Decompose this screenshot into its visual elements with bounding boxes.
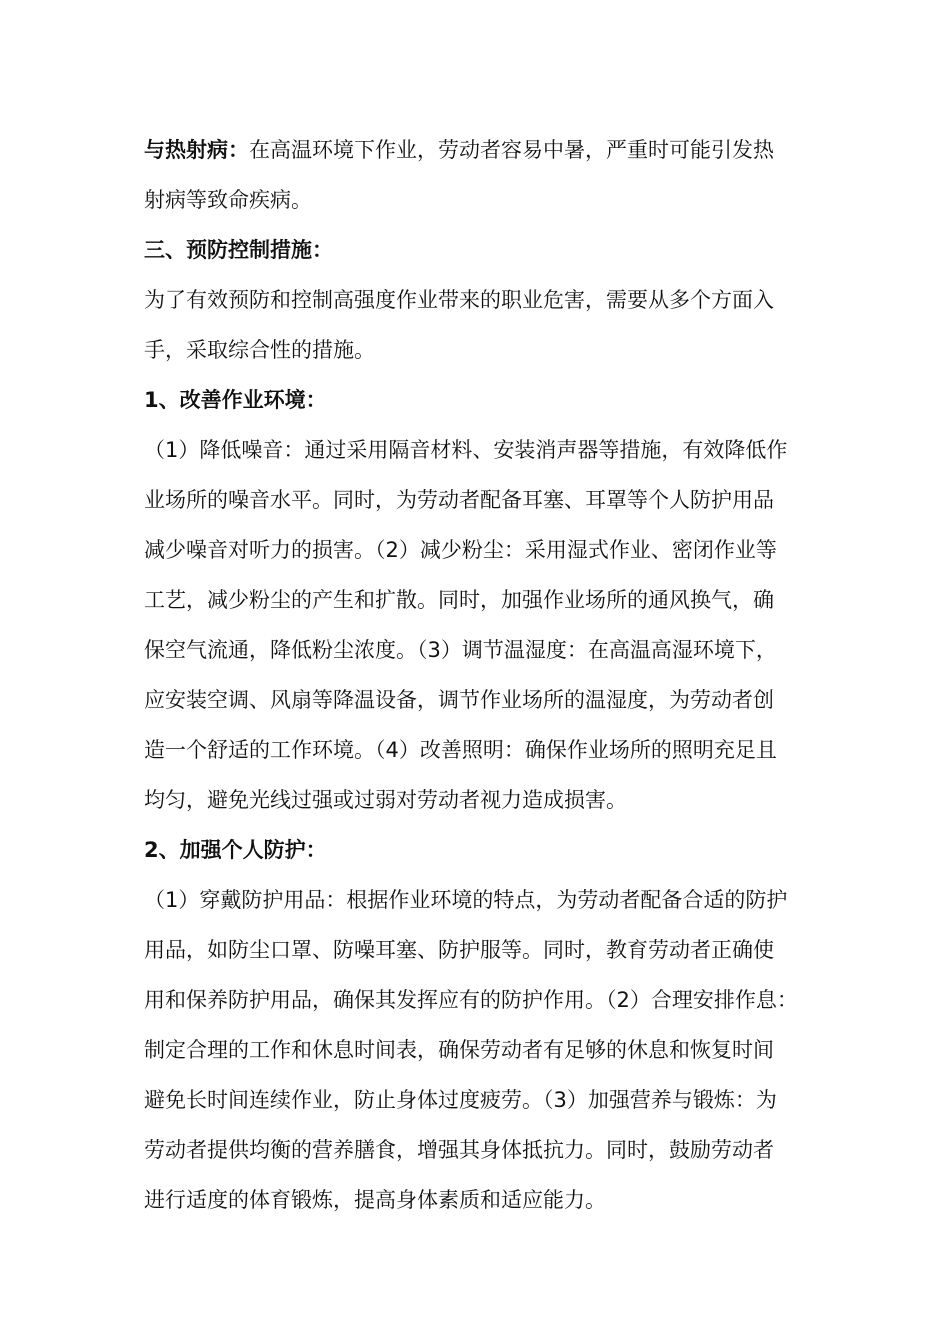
intro-line-1 — [144, 136, 774, 164]
paragraph-line: 用品，如防尘口罩、防噪耳塞、防护服等。同时，教育劳动者正确使 — [144, 938, 774, 962]
paragraph-line: 保空气流通，降低粉尘浓度。（3）调节温湿度：在高温高湿环境下， — [144, 638, 777, 662]
paragraph-line: （1）降低噪音：通过采用隔音材料、安装消声器等措施，有效降低作 — [144, 438, 788, 462]
paragraph-line: 劳动者提供均衡的营养膳食，增强其身体抵抗力。同时，鼓励劳动者 — [144, 1138, 774, 1162]
intro-text: 在高温环境下作业，劳动者容易中暑，严重时可能引发热 — [249, 138, 774, 162]
paragraph-line: 减少噪音对听力的损害。（2）减少粉尘：采用湿式作业、密闭作业等 — [144, 538, 777, 562]
section-heading-3: 三、预防控制措施： — [144, 238, 333, 262]
subsection-heading-1: 1、改善作业环境： — [144, 388, 327, 412]
paragraph-line: （1）穿戴防护用品：根据作业环境的特点，为劳动者配备合适的防护 — [144, 888, 788, 912]
intro-line-2: 射病等致命疾病。 — [144, 188, 312, 212]
paragraph-line: 避免长时间连续作业，防止身体过度疲劳。（3）加强营养与锻炼：为 — [144, 1088, 777, 1112]
paragraph-line: 用和保养防护用品，确保其发挥应有的防护作用。（2）合理安排作息： — [144, 988, 798, 1012]
paragraph-line: 均匀，避免光线过强或过弱对劳动者视力造成损害。 — [144, 788, 627, 812]
paragraph-line: 工艺，减少粉尘的产生和扩散。同时，加强作业场所的通风换气，确 — [144, 588, 774, 612]
paragraph-line: 造一个舒适的工作环境。（4）改善照明：确保作业场所的照明充足且 — [144, 738, 777, 762]
paragraph-line: 业场所的噪音水平。同时，为劳动者配备耳塞、耳罩等个人防护用品 — [144, 488, 774, 512]
paragraph-line: 应安装空调、风扇等降温设备，调节作业场所的温湿度，为劳动者创 — [144, 688, 774, 712]
section-intro-line-2: 手，采取综合性的措施。 — [144, 338, 375, 362]
paragraph-line: 制定合理的工作和休息时间表，确保劳动者有足够的休息和恢复时间 — [144, 1038, 774, 1062]
subsection-heading-2: 2、加强个人防护： — [144, 838, 327, 862]
intro-term: 与热射病： — [144, 138, 249, 162]
section-intro-line-1: 为了有效预防和控制高强度作业带来的职业危害，需要从多个方面入 — [144, 288, 774, 312]
paragraph-line: 进行适度的体育锻炼，提高身体素质和适应能力。 — [144, 1188, 606, 1212]
